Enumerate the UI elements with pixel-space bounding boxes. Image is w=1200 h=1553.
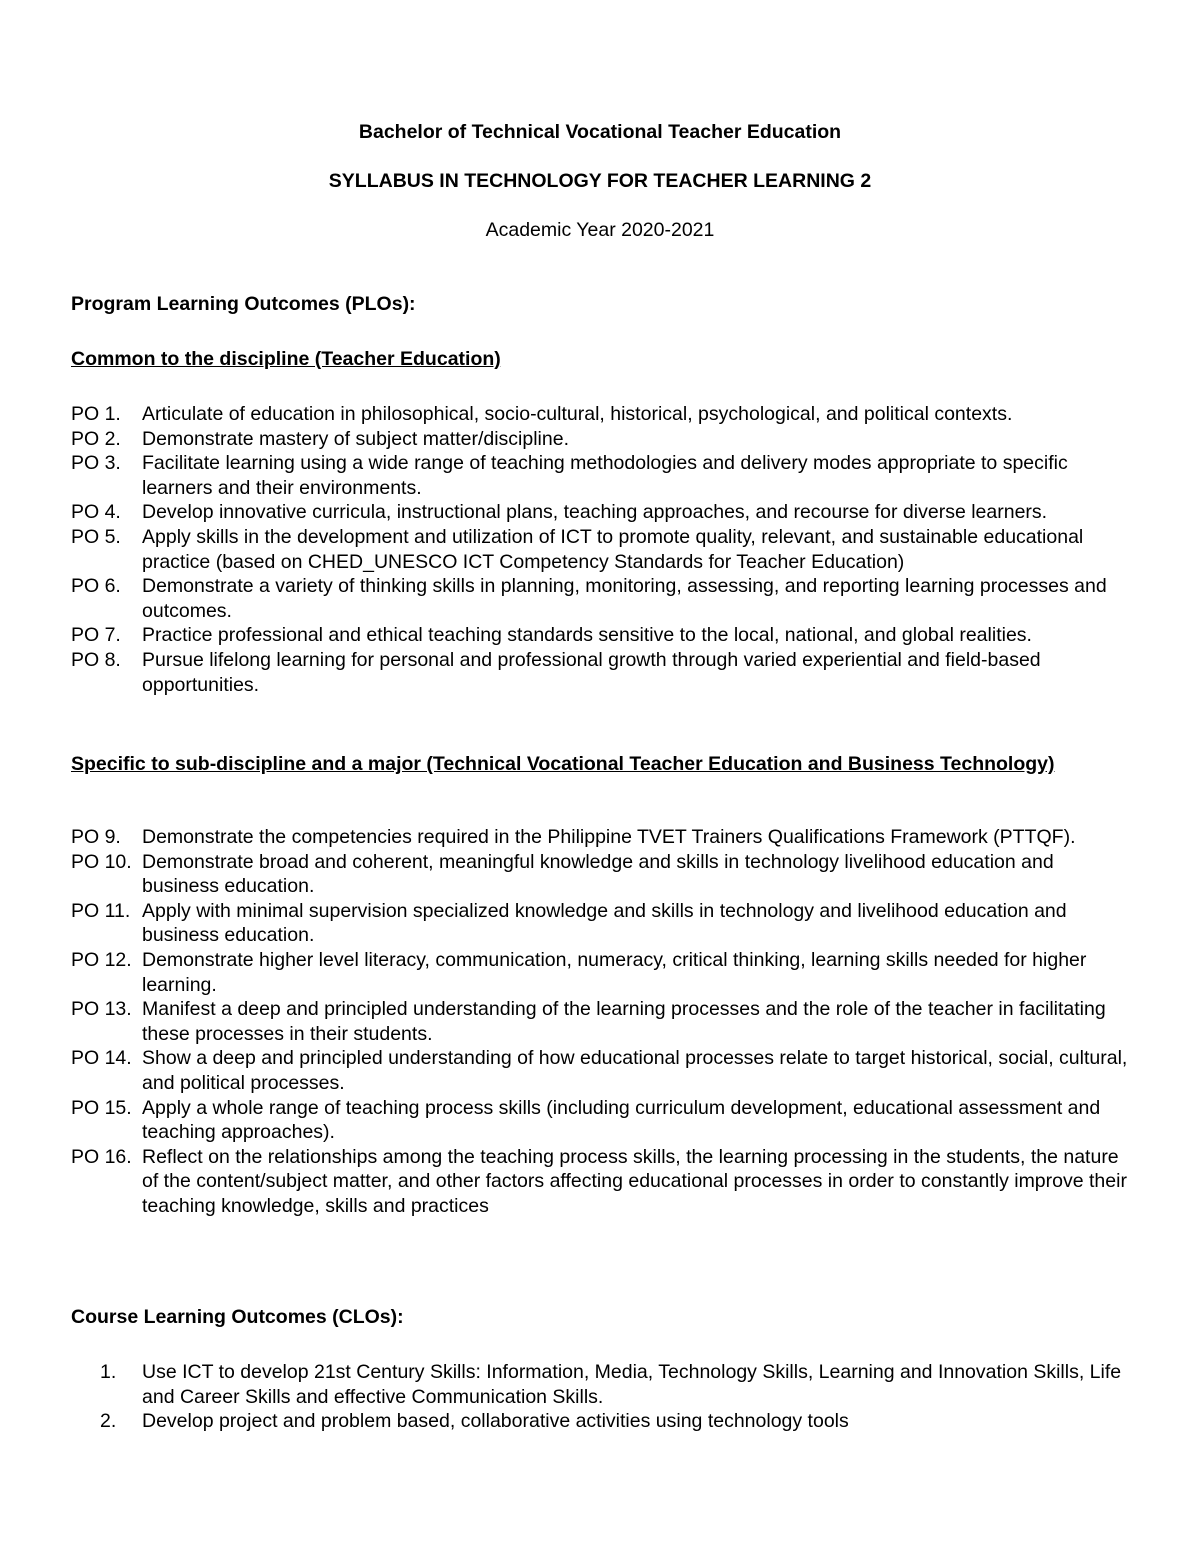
list-item xyxy=(71,648,1131,697)
list-item xyxy=(71,1145,1131,1219)
list-item xyxy=(71,427,1131,452)
list-item xyxy=(71,574,1131,623)
item-number: PO 3. xyxy=(71,452,121,475)
academic-year: Academic Year 2020-2021 xyxy=(485,219,715,241)
item-number: 1. xyxy=(100,1361,117,1383)
item-number: PO 14. xyxy=(71,1047,132,1070)
item-number: PO 1. xyxy=(71,403,121,425)
specific-discipline-heading: Specific to sub-discipline and a major (Technical Vocational Teacher Education and Business Technology) xyxy=(71,753,1055,775)
plo-heading: Program Learning Outcomes (PLOs): xyxy=(71,293,416,315)
item-number: PO 9. xyxy=(71,826,121,848)
item-text: Demonstrate higher level literacy, communication, numeracy, critical thinking, learning skills needed for higher learning. xyxy=(142,948,1087,996)
item-text: Demonstrate a variety of thinking skills in planning, monitoring, assessing, and reporting learning processes and outcomes. xyxy=(142,575,1107,622)
item-text: Demonstrate the competencies required in the Philippine TVET Trainers Qualifications Framework (PTTQF). xyxy=(142,826,1076,848)
item-text: Practice professional and ethical teaching standards sensitive to the local, national, and global realities. xyxy=(142,624,1032,647)
item-number: PO 13. xyxy=(71,998,132,1021)
list-item xyxy=(71,402,1131,427)
item-text: Apply with minimal supervision specialized knowledge and skills in technology and livelihood education and business education. xyxy=(142,899,1067,947)
course-outcomes-list xyxy=(100,1360,1140,1434)
item-text: Demonstrate broad and coherent, meaningful knowledge and skills in technology livelihood education and business education. xyxy=(142,850,1054,898)
item-number: PO 15. xyxy=(71,1096,132,1119)
item-number: PO 10. xyxy=(71,850,132,873)
item-text: Develop innovative curricula, instructional plans, teaching approaches, and recourse for diverse learners. xyxy=(142,501,1048,524)
list-item xyxy=(71,825,1131,850)
common-outcomes-list xyxy=(71,402,1131,697)
common-discipline-heading: Common to the discipline (Teacher Education) xyxy=(71,348,501,370)
item-number: PO 16. xyxy=(71,1145,132,1168)
item-text: Facilitate learning using a wide range of teaching methodologies and delivery modes appropriate to specific learners and their environments. xyxy=(142,452,1068,499)
item-number: PO 8. xyxy=(71,648,121,671)
list-item xyxy=(71,948,1131,997)
item-text: Demonstrate mastery of subject matter/discipline. xyxy=(142,427,570,450)
list-item xyxy=(71,623,1131,648)
item-number: PO 7. xyxy=(71,624,121,647)
item-number: PO 11. xyxy=(71,899,131,922)
clo-heading: Course Learning Outcomes (CLOs): xyxy=(71,1306,404,1328)
item-text: Articulate of education in philosophical, socio-cultural, historical, psychological, and political contexts. xyxy=(142,403,1013,425)
syllabus-title: SYLLABUS IN TECHNOLOGY FOR TEACHER LEARNING 2 xyxy=(328,170,872,192)
item-text: Apply a whole range of teaching process skills (including curriculum development, educational assessment and teaching approaches). xyxy=(142,1096,1101,1144)
item-text: Apply skills in the development and utilization of ICT to promote quality, relevant, and sustainable educational practice (based on CHED_UNESCO ICT Competency Standards for Teacher Education) xyxy=(142,525,1084,573)
list-item xyxy=(100,1409,1140,1434)
list-item xyxy=(71,451,1131,500)
item-number: 2. xyxy=(100,1410,117,1433)
item-text: Manifest a deep and principled understanding of the learning processes and the role of the teacher in facilitating these processes in their students. xyxy=(142,998,1106,1045)
list-item xyxy=(71,525,1131,574)
item-number: PO 5. xyxy=(71,525,121,548)
item-number: PO 4. xyxy=(71,501,121,524)
list-item xyxy=(71,997,1131,1046)
list-item xyxy=(71,899,1131,948)
item-text: Show a deep and principled understanding of how educational processes relate to target historical, social, cultural, and political processes. xyxy=(142,1047,1128,1094)
item-text: Use ICT to develop 21st Century Skills: Information, Media, Technology Skills, Learning and Innovation Skills, Life and Career Skills and effective Communication Skills. xyxy=(142,1361,1122,1408)
list-item xyxy=(71,500,1131,525)
list-item xyxy=(71,850,1131,899)
item-number: PO 12. xyxy=(71,948,132,971)
list-item xyxy=(100,1360,1140,1409)
item-number: PO 6. xyxy=(71,575,121,598)
item-text: Develop project and problem based, collaborative activities using technology tools xyxy=(142,1410,849,1433)
program-title: Bachelor of Technical Vocational Teacher Education xyxy=(358,121,842,143)
specific-outcomes-list xyxy=(71,825,1131,1219)
item-text: Reflect on the relationships among the teaching process skills, the learning processing in the students, the nature of the content/subject matter, and other factors affecting educational processes in order to constantly improve their teaching knowledge, skills and practices xyxy=(142,1145,1127,1217)
list-item xyxy=(71,1046,1131,1095)
item-number: PO 2. xyxy=(71,427,121,450)
list-item xyxy=(71,1096,1131,1145)
item-text: Pursue lifelong learning for personal and professional growth through varied experiential and field-based opportunities. xyxy=(142,648,1041,696)
